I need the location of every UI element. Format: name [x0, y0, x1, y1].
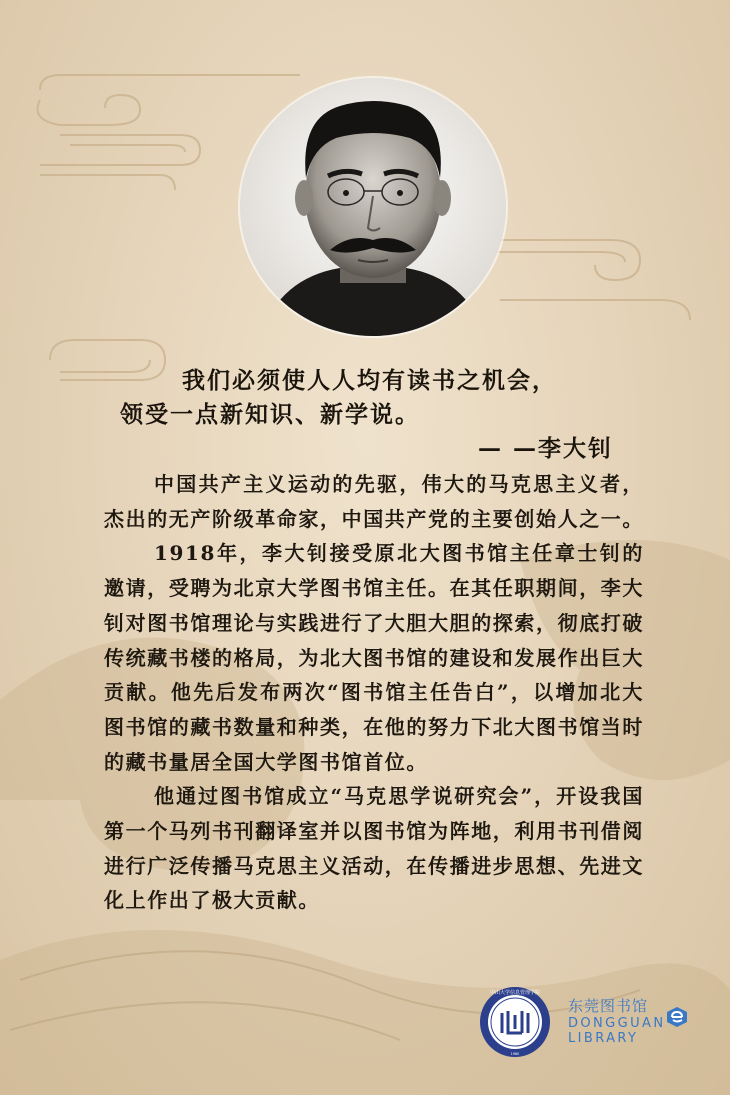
svg-text:1980: 1980 — [510, 1052, 520, 1056]
library-e-logo-icon — [665, 1005, 689, 1029]
paragraph: 中国共产主义运动的先驱，伟大的马克思主义者，杰出的无产阶级革命家，中国共产党的主要创始人之一。 — [104, 472, 644, 531]
school-seal-logo — [478, 985, 552, 1059]
paragraph: 1918年，李大钊接受原北大图书馆主任章士钊的邀请，受聘为北京大学图书馆主任。在其任职期间，李大钊对图书馆理论与实践进行了大胆大胆的探索，彻底打破传统藏书楼的格局，为北大图书馆的建设和发展作出巨大贡献。他先后发布两次“图书馆主任告白”，以增加北大图书馆的藏书数量和种类，在他的努力下北大图书馆当时的藏书量居全国大学图书馆首位。 — [104, 541, 644, 774]
dongguan-library-logo — [568, 995, 665, 1046]
portrait-image — [240, 78, 506, 336]
paragraph: 他通过图书馆成立“马克思学说研究会”，开设我国第一个马列书刊翻译室并以图书馆为阵地，利用书刊借阅进行广泛传播马克思主义活动，在传播进步思想、先进文化上作出了极大贡献。 — [104, 784, 644, 913]
library-name-en-1: DONGGUAN — [568, 1016, 666, 1031]
biography-text — [104, 467, 644, 918]
portrait-photo — [240, 78, 506, 336]
svg-text:中山大学信息管理学院: 中山大学信息管理学院 — [489, 990, 541, 996]
quote-line-2: 领受一点新知识、新学说。 — [120, 401, 420, 428]
quote-line-1: 我们必须使人人均有读书之机会， — [182, 367, 557, 394]
quote-attribution: — —李大钊 — [478, 435, 614, 462]
library-name-cn: 东莞图书馆 — [568, 997, 649, 1015]
library-name-en-2: LIBRARY — [568, 1031, 639, 1046]
